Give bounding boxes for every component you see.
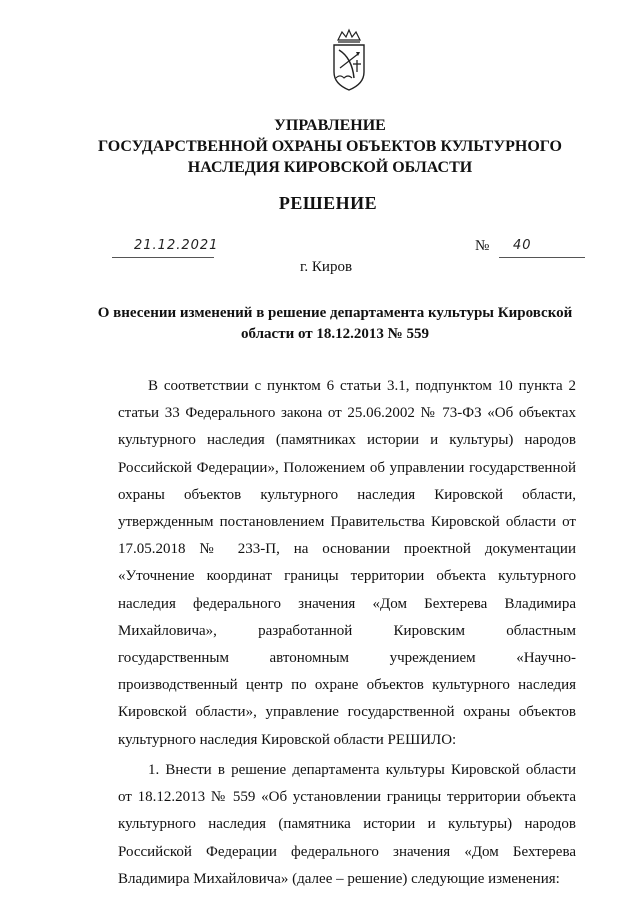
org-name-line-2: ГОСУДАРСТВЕННОЙ ОХРАНЫ ОБЪЕКТОВ КУЛЬТУРНОГО: [98, 138, 562, 155]
city: г. Киров: [299, 259, 353, 275]
number-underline: [499, 257, 585, 258]
body-paragraph-1: В соответствии с пунктом 6 статьи 3.1, подпунктом 10 пункта 2 статьи 33 Федерального закона от 25.06.2002 № 73-ФЗ «Об объектах культурного наследия (памятниках истории и культуры) народов Российской Федерации», Положением об управлении государственной охраны объектов культурного наследия Кировской области, утвержденным постановлением Правительства Кировской области от 17.05.2018 № 233-П, на основании проектной документации «Уточнение координат границы территории объекта культурного наследия федерального значения «Дом Бехтерева Владимира Михайловича», разработанной Кировским областным государственным автономным учреждением «Научно-производственный центр по охране объектов культурного наследия Кировской области», управление государственной охраны объектов культурного наследия Кировской области РЕШИЛО:: [118, 378, 576, 748]
number-sign: №: [475, 238, 490, 254]
date-field: [112, 238, 219, 258]
number-value: 40: [513, 238, 532, 253]
document-subject: О внесении изменений в решение департамента культуры Кировской области от 18.12.2013 № 559: [97, 305, 573, 342]
document-type-title: РЕШЕНИЕ: [278, 193, 378, 213]
body-paragraph-2: 1. Внести в решение департамента культуры Кировской области от 18.12.2013 № 559 «Об установлении границы территории объекта культурного наследия (памятника истории и культуры) народов Российской Федерации федерального значения «Дом Бехтерева Владимира Михайловича» (далее – решение) следующие изменения:: [118, 762, 576, 887]
org-name-line-1: УПРАВЛЕНИЕ: [274, 117, 386, 134]
number-field: [475, 236, 585, 258]
kirov-region-coat-of-arms-icon: [330, 28, 368, 92]
date-underline: [112, 257, 214, 258]
org-name-line-3: НАСЛЕДИЯ КИРОВСКОЙ ОБЛАСТИ: [187, 159, 473, 176]
date-value: 21.12.2021: [134, 238, 219, 253]
